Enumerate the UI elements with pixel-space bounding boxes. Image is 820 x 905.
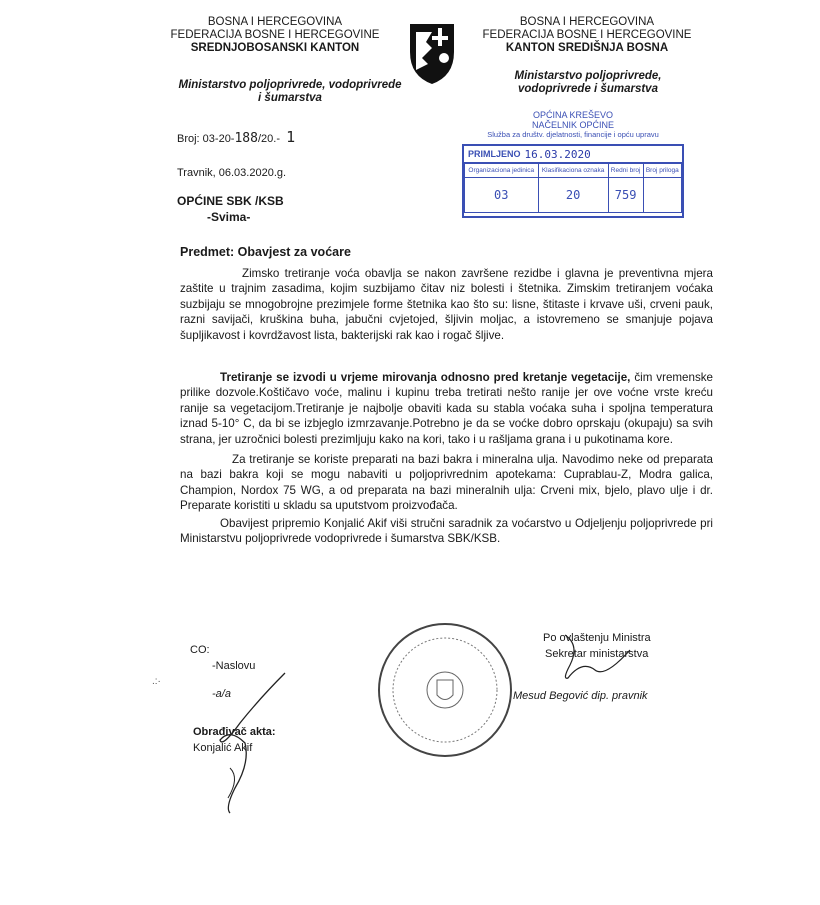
paragraph-1: Zimsko tretiranje voća obavlja se nakon završene rezidbe i glavna je preventivna mjera zaštite u trajnim zasadima, kojim suzbijamo čitav niz bolesti i štetnika. Zimskim tretiranjem voćaka suzbijaju se mnogobrojne prezimjele forme štetnika kao što su: lisne, štitaste i krvave uši, crveni pauk, razni savijači, kruškina buha, jabučni cvjetojed, šljivin moljac, a istovremeno se smanjuje pojava šupljikavost i kovrdžavost lista, bakterijski rak kao i rogač šljive. xyxy=(180,267,713,342)
recipient xyxy=(177,193,284,225)
stamp-header-cell: Broj priloga xyxy=(643,164,681,178)
subject: Predmet: Obavjest za voćare xyxy=(180,245,351,259)
header-right-ministry xyxy=(468,70,708,96)
coat-of-arms-icon xyxy=(402,18,462,88)
scan-mark-icon: .:· xyxy=(152,676,161,687)
header-left-country: BOSNA I HERCEGOVINA xyxy=(207,16,343,28)
stamp-value-cell xyxy=(643,178,681,213)
paragraph-3: Za tretiranje se koriste preparati na bazi bakra i mineralna ulja. Navodimo neke od preparata na bazi bakra koji se mogu nabaviti u poljoprivrednim apotekama: Cuprablau-Z, Modra galica, Champion, Nordox 75 WG, a od preparata na bazi mineralnih ulja: Crveni mix, bjelo, plavo ulje i dr. Preparate koristiti u skladu sa uputstvom proizvođača. xyxy=(180,453,713,513)
official-seal-icon xyxy=(375,620,515,760)
signatory-line2: Sekretar ministarstva xyxy=(545,648,649,660)
ministry-left-line2: i šumarstva xyxy=(258,92,322,104)
distribution-item-2: -a/a xyxy=(212,688,231,700)
stamp-header-cell: Redni broj xyxy=(608,164,643,178)
place-date: Travnik, 06.03.2020.g. xyxy=(177,167,287,179)
stamp-header-cell: Organizaciona jedinica xyxy=(465,164,539,178)
stamp-value-cell: 03 xyxy=(465,178,539,213)
recipient-line2: -Svima- xyxy=(207,210,251,224)
signatory-line1: Po ovlaštenju Ministra xyxy=(543,632,651,644)
header-right-federation: FEDERACIJA BOSNE I HERCEGOVINE xyxy=(482,29,692,41)
recipient-line1: OPĆINE SBK /KSB xyxy=(177,194,284,208)
distribution-item-1: -Naslovu xyxy=(212,660,256,672)
stamp-value-row xyxy=(465,178,682,213)
stamp-value-cell: 20 xyxy=(538,178,608,213)
ministry-left-line1: Ministarstvo poljoprivrede, vodoprivrede xyxy=(178,79,402,91)
signatory-signature-icon xyxy=(510,630,650,690)
ministry-right-line1: Ministarstvo poljoprivrede, xyxy=(514,70,662,82)
processed-by-label: Obrađivač akta: xyxy=(193,726,276,738)
stamp-received-row xyxy=(464,146,682,163)
stamp-header-cell: Klasifikaciona oznaka xyxy=(538,164,608,178)
stamp-header-row xyxy=(465,164,682,178)
header-right xyxy=(462,16,712,55)
header-right-canton: KANTON SREDIŠNJA BOSNA xyxy=(505,42,669,54)
stamp-received-date: 16.03.2020 xyxy=(524,147,591,161)
processed-by-name: Konjalić Akif xyxy=(193,742,253,754)
reference-handwritten-suffix: 1 xyxy=(286,128,296,146)
stamp-municipality: OPĆINA KREŠEVO xyxy=(532,110,614,120)
stamp-value-cell: 759 xyxy=(608,178,643,213)
signatory-name: Mesud Begović dip. pravnik xyxy=(513,690,648,702)
paragraph-4: Obavijest pripremio Konjalić Akif viši stručni saradnik za voćarstvo u Odjeljenju poljoprivrede pri Ministarstvu poljoprivrede vodoprivrede i šumarstva SBK/KSB. xyxy=(180,517,713,546)
ministry-right-line2: vodoprivrede i šumarstva xyxy=(518,83,658,95)
reference-prefix: Broj: 03-20- xyxy=(177,133,235,145)
stamp-box xyxy=(462,144,684,218)
paragraph-2-text: čim vremenske prilike dozvole.Koštičavo voće, malinu i kupinu treba tretirati nešto ranije jer ove voćne vrste kreću ranije sa vegetacijom.Tretiranje je najbolje obaviti kada su stabla voćaka suha i spoljna temperatura iznad 5-10° C, da bi se izbjeglo izmrzavanje.Potrebno je da se voćke dobro oprskaju (okupaju) sa svih strana, jer uzročnici bolesti prezimljuju kako na kori, tako i u rašljama grana i u pukotinama kore. xyxy=(180,371,713,446)
header-left xyxy=(150,16,400,55)
stamp-table xyxy=(464,163,682,213)
distribution-co: CO: xyxy=(190,644,210,656)
header-right-country: BOSNA I HERCEGOVINA xyxy=(519,16,655,28)
header-left-ministry xyxy=(160,79,420,105)
reference-handwritten-number: 188 xyxy=(234,131,258,146)
reference-number xyxy=(177,128,437,146)
header-left-federation: FEDERACIJA BOSNE I HERCEGOVINE xyxy=(170,29,380,41)
stamp-office: NAČELNIK OPĆINE xyxy=(531,120,615,130)
paragraph-2-emphasis: Tretiranje se izvodi u vrjeme mirovanja odnosno pred kretanje vegetacije, xyxy=(220,371,631,384)
reference-year: /20.- xyxy=(257,133,280,145)
initial-signature-icon xyxy=(200,668,310,818)
stamp-received-label: PRIMLJENO xyxy=(468,149,521,159)
header-left-canton: SREDNJOBOSANSKI KANTON xyxy=(190,42,360,54)
received-stamp xyxy=(462,110,684,218)
paragraph-2 xyxy=(180,370,713,447)
stamp-service: Služba za društv. djelatnosti, financije i opću upravu xyxy=(487,130,659,139)
